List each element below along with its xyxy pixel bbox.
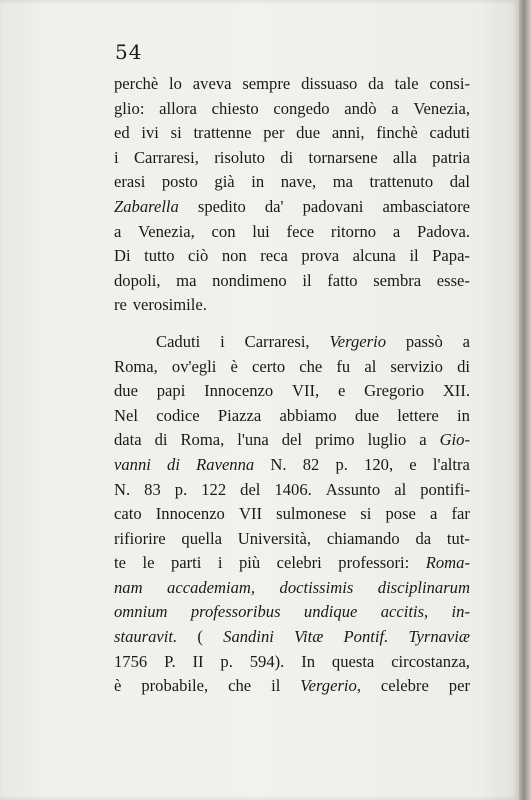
- text-line: [114, 453, 470, 478]
- word: Roma-: [425, 553, 470, 573]
- word: di: [167, 454, 180, 474]
- word: lettere: [397, 405, 439, 425]
- word: 594).: [249, 651, 285, 671]
- word: a: [430, 504, 438, 524]
- word: fu: [336, 356, 351, 376]
- word: XII.: [442, 381, 470, 401]
- word: le: [142, 553, 155, 573]
- word: sulmonese: [276, 504, 347, 524]
- word: ivi: [141, 123, 159, 143]
- word: circostanza,: [391, 651, 470, 671]
- word: e: [409, 454, 417, 474]
- word: ed: [114, 123, 130, 143]
- word: risoluto: [214, 147, 265, 167]
- word: tale: [394, 74, 419, 93]
- word: si: [360, 504, 372, 524]
- word: pose: [385, 504, 416, 524]
- text-line: [114, 97, 470, 122]
- word: re: [114, 295, 127, 315]
- word: erasi: [114, 172, 146, 192]
- word: p.: [220, 651, 233, 671]
- word: professoribus: [190, 602, 281, 622]
- word: ma: [332, 172, 353, 192]
- word: perchè: [114, 74, 159, 93]
- text-line: [114, 269, 470, 294]
- word: dal: [449, 172, 470, 192]
- word: Papa-: [432, 246, 470, 266]
- word: nave,: [280, 172, 317, 192]
- word: Assunto: [325, 479, 381, 499]
- word: in: [251, 172, 265, 192]
- text-line: [114, 502, 470, 527]
- word: non: [221, 246, 247, 266]
- word: 1406.: [274, 479, 312, 499]
- text-line: [114, 478, 470, 503]
- word: cato: [114, 504, 142, 524]
- word: lo: [169, 74, 182, 93]
- word: i: [114, 147, 119, 167]
- word: doctissimis: [279, 577, 354, 597]
- word: ambasciatore: [382, 196, 470, 216]
- word: è: [230, 356, 238, 376]
- word: tutto: [144, 246, 175, 266]
- word: fatto: [327, 270, 358, 290]
- word: te: [114, 553, 126, 573]
- word: Caduti: [156, 331, 201, 351]
- word: da': [264, 196, 284, 216]
- word: vanni: [114, 454, 151, 474]
- text-line: [114, 404, 470, 429]
- word: due: [354, 405, 379, 425]
- word: Venezia,: [138, 221, 195, 241]
- text-line: [114, 379, 470, 404]
- word: prova: [301, 246, 340, 266]
- text-line: [114, 72, 470, 97]
- word: trattenuto: [369, 172, 434, 192]
- text-line: [114, 527, 470, 552]
- word: data: [114, 430, 142, 450]
- word: che: [228, 676, 252, 696]
- word: e: [337, 381, 346, 401]
- word: a: [462, 331, 470, 351]
- word: Innocenzo: [204, 381, 274, 401]
- word: stauravit.: [114, 627, 178, 647]
- text-line: [114, 674, 470, 699]
- word: di: [154, 430, 168, 450]
- word: finchè: [376, 123, 418, 143]
- word: Vergerio: [329, 331, 386, 351]
- word: posto: [161, 172, 198, 192]
- word: pontifi-: [420, 479, 470, 499]
- word: Di: [114, 246, 131, 266]
- word: con: [211, 221, 236, 241]
- word: ma: [176, 270, 197, 290]
- word: undique: [303, 602, 358, 622]
- text-line: [114, 146, 470, 171]
- word: sembra: [373, 270, 422, 290]
- word: (: [197, 627, 203, 647]
- text-line: [114, 355, 470, 380]
- word: VII: [238, 504, 263, 524]
- word: l'altra: [432, 454, 470, 474]
- text-line: [114, 293, 470, 318]
- word: da: [368, 74, 384, 93]
- word: Sandini: [223, 627, 274, 647]
- word: da: [415, 528, 432, 548]
- word: passò: [405, 331, 443, 351]
- word: per: [263, 123, 285, 143]
- word: il: [302, 270, 312, 290]
- word: andò: [344, 98, 377, 118]
- word: anni,: [331, 123, 365, 143]
- word: di: [280, 147, 294, 167]
- body-text: [114, 72, 470, 699]
- text-line: [114, 625, 470, 650]
- word: VII,: [292, 381, 320, 401]
- word: reca: [260, 246, 288, 266]
- text-line: [114, 551, 470, 576]
- word: dopoli,: [114, 270, 161, 290]
- word: In: [301, 651, 316, 671]
- word: a: [391, 98, 399, 118]
- word: Tyrnaviæ: [408, 627, 470, 647]
- word: professori:: [338, 553, 410, 573]
- word: del: [281, 430, 303, 450]
- word: accitis,: [380, 602, 429, 622]
- word: fece: [286, 221, 315, 241]
- word: servizio: [390, 356, 443, 376]
- word: il: [409, 246, 419, 266]
- text-line: [114, 650, 470, 675]
- word: di: [457, 356, 470, 376]
- word: probabile,: [141, 676, 209, 696]
- word: ov'egli: [171, 356, 217, 376]
- word: nondimeno: [212, 270, 287, 290]
- word: abbiamo: [279, 405, 337, 425]
- word: Pontif.: [343, 627, 389, 647]
- word: Venezia,: [413, 98, 470, 118]
- word: primo: [314, 430, 355, 450]
- word: alla: [392, 147, 417, 167]
- word: allora: [159, 98, 197, 118]
- word: Innocenzo: [155, 504, 225, 524]
- word: tut-: [446, 528, 470, 548]
- text-line: [114, 195, 470, 220]
- word: 120,: [364, 454, 394, 474]
- word: in: [457, 405, 470, 425]
- text-line: [114, 220, 470, 245]
- word: dissuaso: [301, 74, 358, 93]
- word: a: [419, 430, 427, 450]
- word: Zabarella: [114, 196, 179, 216]
- word: sempre: [242, 74, 291, 93]
- text-line: [114, 170, 470, 195]
- word: due: [296, 123, 321, 143]
- text-line: [114, 600, 470, 625]
- word: ciò: [188, 246, 209, 266]
- word: luglio: [367, 430, 407, 450]
- text-line: [114, 330, 470, 355]
- word: più: [238, 553, 261, 573]
- word: II: [192, 651, 204, 671]
- word: che: [299, 356, 323, 376]
- word: Carraresi,: [244, 331, 310, 351]
- word: congedo: [273, 98, 330, 118]
- word: far: [451, 504, 470, 524]
- word: il: [271, 676, 281, 696]
- text-line: [114, 244, 470, 269]
- word: è: [114, 676, 122, 696]
- word: nam: [114, 577, 143, 597]
- text-line: [114, 428, 470, 453]
- word: celebre: [380, 676, 429, 696]
- word: al: [364, 356, 377, 376]
- word: 82: [302, 454, 320, 474]
- word: trattenne: [193, 123, 252, 143]
- page-edge: [519, 0, 531, 800]
- word: patria: [432, 147, 470, 167]
- word: quella: [181, 528, 222, 548]
- word: accademiam,: [167, 577, 256, 597]
- word: caduti: [429, 123, 470, 143]
- word: Ravenna: [196, 454, 255, 474]
- word: esse-: [436, 270, 470, 290]
- word: spedito: [197, 196, 246, 216]
- word: consi-: [429, 74, 470, 93]
- word: 122: [201, 479, 227, 499]
- word: glio:: [114, 98, 145, 118]
- word: si: [170, 123, 182, 143]
- word: ritorno: [330, 221, 377, 241]
- word: tornarsene: [308, 147, 378, 167]
- word: i: [217, 553, 223, 573]
- word: codice: [156, 405, 200, 425]
- word: chiamando: [326, 528, 400, 548]
- word: in-: [451, 602, 470, 622]
- word: alcuna: [352, 246, 396, 266]
- word: 83: [144, 479, 161, 499]
- word: disciplinarum: [377, 577, 470, 597]
- word: Roma,: [114, 356, 158, 376]
- word: chiesto: [211, 98, 259, 118]
- word: p.: [335, 454, 348, 474]
- word: parti: [170, 553, 202, 573]
- word: lui: [252, 221, 270, 241]
- text-line: [114, 121, 470, 146]
- word: p.: [174, 479, 188, 499]
- word: già: [214, 172, 235, 192]
- word: Padova.: [416, 221, 470, 241]
- word: Piazza: [217, 405, 262, 425]
- word: del: [240, 479, 261, 499]
- word: a: [392, 221, 401, 241]
- page-number: 54: [115, 40, 143, 64]
- word: N.: [114, 479, 131, 499]
- word: Vergerio,: [300, 676, 361, 696]
- word: al: [394, 479, 407, 499]
- word: Gio-: [439, 430, 470, 450]
- word: N.: [270, 454, 287, 474]
- paragraph-gap: [114, 318, 470, 330]
- word: verosimile.: [132, 295, 207, 315]
- word: Nel: [114, 405, 138, 425]
- word: due: [114, 381, 138, 401]
- word: omnium: [114, 602, 168, 622]
- word: padovani: [302, 196, 364, 216]
- word: Carraresi,: [133, 147, 199, 167]
- word: i: [220, 331, 225, 351]
- word: P.: [164, 651, 176, 671]
- word: a: [114, 221, 122, 241]
- word: papi: [156, 381, 186, 401]
- word: Vitæ: [294, 627, 324, 647]
- word: 1756: [114, 651, 148, 671]
- word: questa: [331, 651, 375, 671]
- word: aveva: [192, 74, 232, 93]
- word: Università,: [237, 528, 312, 548]
- word: l'una: [237, 430, 269, 450]
- word: Roma,: [180, 430, 225, 450]
- word: celebri: [276, 553, 322, 573]
- text-line: [114, 576, 470, 601]
- word: Gregorio: [364, 381, 425, 401]
- word: rifiorire: [114, 528, 166, 548]
- word: per: [448, 676, 470, 696]
- word: certo: [251, 356, 286, 376]
